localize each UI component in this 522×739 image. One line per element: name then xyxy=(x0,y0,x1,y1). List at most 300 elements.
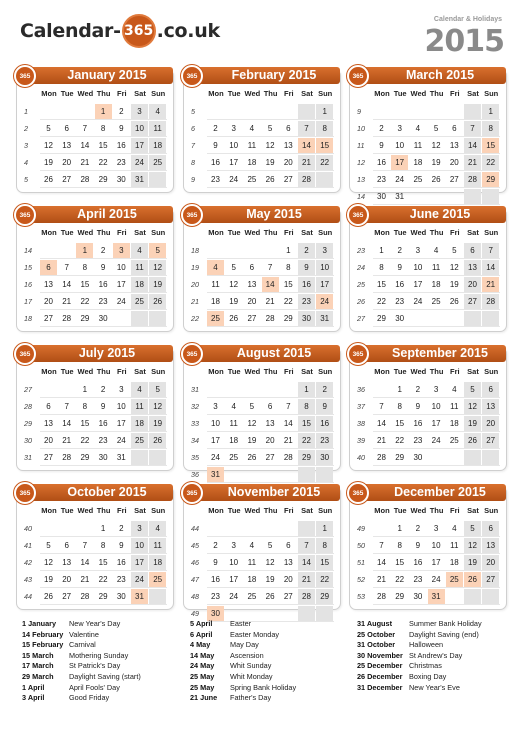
calendar-day[interactable]: 19 xyxy=(229,297,239,306)
calendar-day[interactable]: 10 xyxy=(116,263,126,272)
calendar-day[interactable]: 27 xyxy=(283,592,293,601)
calendar-day[interactable]: 29 xyxy=(98,175,108,184)
calendar-day[interactable]: 7 xyxy=(82,541,88,550)
calendar-day[interactable]: 1 xyxy=(76,243,93,258)
calendar-day[interactable]: 20 xyxy=(44,436,53,445)
calendar-day[interactable]: 2 xyxy=(298,243,315,258)
calendar-day[interactable]: 25 xyxy=(431,297,441,306)
calendar-day[interactable]: 8 xyxy=(100,541,106,550)
calendar-day[interactable]: 3 xyxy=(213,402,218,411)
calendar-day[interactable]: 3 xyxy=(231,541,236,550)
calendar-day[interactable]: 26 xyxy=(464,572,481,587)
calendar-day[interactable]: 27 xyxy=(44,453,53,462)
calendar-day[interactable]: 4 xyxy=(452,385,457,394)
calendar-day[interactable]: 13 xyxy=(44,280,53,289)
calendar-day[interactable]: 18 xyxy=(211,297,220,306)
calendar-day[interactable]: 10 xyxy=(229,558,239,567)
calendar-day[interactable]: 10 xyxy=(431,402,441,411)
calendar-day[interactable]: 2 xyxy=(397,246,402,255)
calendar-day[interactable]: 17 xyxy=(131,138,148,153)
calendar-day[interactable]: 28 xyxy=(377,592,386,601)
calendar-day[interactable]: 20 xyxy=(265,436,275,445)
calendar-day[interactable]: 9 xyxy=(415,541,421,550)
calendar-day[interactable]: 24 xyxy=(316,294,333,309)
calendar-day[interactable]: 18 xyxy=(229,436,239,445)
calendar-day[interactable]: 2 xyxy=(119,107,124,116)
calendar-day[interactable]: 20 xyxy=(464,277,481,292)
calendar-day[interactable]: 14 xyxy=(482,260,499,275)
calendar-day[interactable]: 16 xyxy=(211,575,220,584)
calendar-day[interactable]: 7 xyxy=(267,263,273,272)
calendar-day[interactable]: 27 xyxy=(265,453,275,462)
calendar-day[interactable]: 1 xyxy=(397,385,402,394)
calendar-day[interactable]: 31 xyxy=(131,589,148,604)
calendar-day[interactable]: 2 xyxy=(213,541,218,550)
calendar-day[interactable]: 11 xyxy=(211,280,220,289)
calendar-day[interactable]: 10 xyxy=(131,538,148,553)
calendar-day[interactable]: 9 xyxy=(213,141,218,150)
calendar-day[interactable]: 4 xyxy=(452,524,457,533)
calendar-day[interactable]: 10 xyxy=(229,141,239,150)
calendar-day[interactable]: 22 xyxy=(80,436,90,445)
calendar-day[interactable]: 13 xyxy=(482,399,499,414)
calendar-day[interactable]: 9 xyxy=(415,402,421,411)
calendar-day[interactable]: 12 xyxy=(265,141,275,150)
calendar-day[interactable]: 16 xyxy=(413,558,423,567)
calendar-day[interactable]: 23 xyxy=(98,297,108,306)
calendar-day[interactable]: 21 xyxy=(464,155,481,170)
calendar-day[interactable]: 4 xyxy=(433,246,439,255)
calendar-day[interactable]: 16 xyxy=(316,416,333,431)
calendar-day[interactable]: 1 xyxy=(95,104,112,119)
calendar-day[interactable]: 11 xyxy=(149,538,166,553)
calendar-day[interactable]: 3 xyxy=(131,521,148,536)
calendar-day[interactable]: 24 xyxy=(395,175,405,184)
calendar-day[interactable]: 14 xyxy=(298,555,315,570)
calendar-day[interactable]: 14 xyxy=(262,277,279,292)
calendar-day[interactable]: 3 xyxy=(113,243,130,258)
calendar-day[interactable]: 9 xyxy=(119,124,124,133)
calendar-day[interactable]: 6 xyxy=(46,402,51,411)
calendar-day[interactable]: 23 xyxy=(211,175,220,184)
calendar-day[interactable]: 9 xyxy=(379,141,384,150)
calendar-day[interactable]: 25 xyxy=(131,433,148,448)
calendar-day[interactable]: 27 xyxy=(482,433,499,448)
calendar-day[interactable]: 2 xyxy=(415,385,421,394)
calendar-day[interactable]: 17 xyxy=(211,436,220,445)
calendar-day[interactable]: 15 xyxy=(395,558,405,567)
calendar-day[interactable]: 5 xyxy=(249,402,255,411)
calendar-day[interactable]: 22 xyxy=(482,155,499,170)
calendar-day[interactable]: 24 xyxy=(229,592,239,601)
calendar-day[interactable]: 11 xyxy=(229,419,238,428)
calendar-day[interactable]: 29 xyxy=(80,453,90,462)
calendar-day[interactable]: 31 xyxy=(428,589,445,604)
calendar-day[interactable]: 13 xyxy=(283,558,293,567)
calendar-day[interactable]: 15 xyxy=(98,141,108,150)
calendar-day[interactable]: 31 xyxy=(116,453,126,462)
calendar-day[interactable]: 19 xyxy=(44,158,53,167)
calendar-day[interactable]: 25 xyxy=(446,572,463,587)
calendar-day[interactable]: 1 xyxy=(100,524,106,533)
calendar-day[interactable]: 22 xyxy=(316,572,333,587)
calendar-day[interactable]: 14 xyxy=(80,558,90,567)
calendar-day[interactable]: 7 xyxy=(298,538,315,553)
calendar-day[interactable]: 19 xyxy=(149,277,166,292)
calendar-day[interactable]: 6 xyxy=(482,521,499,536)
calendar-day[interactable]: 8 xyxy=(316,538,333,553)
calendar-day[interactable]: 26 xyxy=(149,294,166,309)
calendar-day[interactable]: 10 xyxy=(116,402,126,411)
calendar-day[interactable]: 6 xyxy=(64,124,69,133)
calendar-day[interactable]: 21 xyxy=(377,436,386,445)
calendar-day[interactable]: 10 xyxy=(431,541,441,550)
calendar-day[interactable]: 30 xyxy=(413,592,423,601)
calendar-day[interactable]: 16 xyxy=(116,141,126,150)
calendar-day[interactable]: 23 xyxy=(377,175,386,184)
calendar-day[interactable]: 25 xyxy=(149,155,166,170)
calendar-day[interactable]: 26 xyxy=(44,592,53,601)
calendar-day[interactable]: 2 xyxy=(119,524,124,533)
calendar-day[interactable]: 6 xyxy=(286,541,291,550)
calendar-day[interactable]: 20 xyxy=(482,416,499,431)
calendar-day[interactable]: 28 xyxy=(482,294,499,309)
calendar-day[interactable]: 28 xyxy=(298,589,315,604)
calendar-day[interactable]: 22 xyxy=(377,297,386,306)
calendar-day[interactable]: 10 xyxy=(211,419,220,428)
calendar-day[interactable]: 20 xyxy=(247,297,257,306)
calendar-day[interactable]: 14 xyxy=(298,138,315,153)
calendar-day[interactable]: 13 xyxy=(265,419,275,428)
calendar-day[interactable]: 3 xyxy=(433,385,439,394)
calendar-day[interactable]: 23 xyxy=(116,575,126,584)
calendar-day[interactable]: 22 xyxy=(395,436,405,445)
calendar-day[interactable]: 2 xyxy=(316,382,333,397)
calendar-day[interactable]: 25 xyxy=(229,453,239,462)
calendar-day[interactable]: 21 xyxy=(283,436,293,445)
calendar-day[interactable]: 9 xyxy=(397,263,402,272)
calendar-day[interactable]: 30 xyxy=(395,314,405,323)
calendar-day[interactable]: 30 xyxy=(377,192,386,201)
calendar-day[interactable]: 22 xyxy=(80,297,90,306)
calendar-day[interactable]: 5 xyxy=(464,521,481,536)
calendar-day[interactable]: 28 xyxy=(62,314,72,323)
calendar-day[interactable]: 18 xyxy=(149,138,166,153)
calendar-day[interactable]: 19 xyxy=(449,280,459,289)
calendar-day[interactable]: 12 xyxy=(44,141,53,150)
calendar-day[interactable]: 26 xyxy=(464,433,481,448)
calendar-day[interactable]: 3 xyxy=(316,243,333,258)
calendar-day[interactable]: 22 xyxy=(98,158,108,167)
calendar-day[interactable]: 4 xyxy=(149,104,166,119)
calendar-day[interactable]: 18 xyxy=(131,416,148,431)
calendar-day[interactable]: 17 xyxy=(413,280,423,289)
calendar-day[interactable]: 3 xyxy=(119,385,124,394)
calendar-day[interactable]: 12 xyxy=(229,280,239,289)
calendar-day[interactable]: 1 xyxy=(286,246,291,255)
calendar-day[interactable]: 7 xyxy=(379,541,384,550)
calendar-day[interactable]: 13 xyxy=(44,419,53,428)
calendar-day[interactable]: 17 xyxy=(116,419,126,428)
calendar-day[interactable]: 23 xyxy=(298,294,315,309)
calendar-day[interactable]: 15 xyxy=(482,138,499,153)
calendar-day[interactable]: 8 xyxy=(482,121,499,136)
calendar-day[interactable]: 12 xyxy=(464,538,481,553)
calendar-day[interactable]: 17 xyxy=(229,158,239,167)
calendar-day[interactable]: 4 xyxy=(415,124,421,133)
calendar-day[interactable]: 18 xyxy=(449,558,459,567)
calendar-day[interactable]: 17 xyxy=(431,419,441,428)
calendar-day[interactable]: 27 xyxy=(482,572,499,587)
calendar-day[interactable]: 5 xyxy=(452,246,457,255)
calendar-day[interactable]: 1 xyxy=(379,246,384,255)
calendar-day[interactable]: 15 xyxy=(80,280,90,289)
calendar-day[interactable]: 6 xyxy=(64,541,69,550)
calendar-day[interactable]: 16 xyxy=(377,158,386,167)
calendar-day[interactable]: 21 xyxy=(62,436,72,445)
calendar-day[interactable]: 2 xyxy=(415,524,421,533)
calendar-day[interactable]: 24 xyxy=(229,175,239,184)
calendar-day[interactable]: 25 xyxy=(207,311,224,326)
calendar-day[interactable]: 18 xyxy=(247,158,257,167)
calendar-day[interactable]: 5 xyxy=(267,541,273,550)
calendar-day[interactable]: 30 xyxy=(298,311,315,326)
calendar-day[interactable]: 28 xyxy=(464,172,481,187)
calendar-day[interactable]: 8 xyxy=(316,121,333,136)
calendar-day[interactable]: 4 xyxy=(207,260,224,275)
calendar-day[interactable]: 7 xyxy=(64,263,69,272)
calendar-day[interactable]: 5 xyxy=(46,541,51,550)
calendar-day[interactable]: 20 xyxy=(283,575,293,584)
calendar-day[interactable]: 20 xyxy=(482,555,499,570)
calendar-day[interactable]: 14 xyxy=(80,141,90,150)
calendar-day[interactable]: 20 xyxy=(44,297,53,306)
calendar-day[interactable]: 30 xyxy=(98,314,108,323)
calendar-day[interactable]: 12 xyxy=(265,558,275,567)
calendar-day[interactable]: 25 xyxy=(449,436,459,445)
calendar-day[interactable]: 29 xyxy=(283,314,293,323)
calendar-day[interactable]: 21 xyxy=(482,277,499,292)
calendar-day[interactable]: 6 xyxy=(452,124,457,133)
calendar-day[interactable]: 5 xyxy=(231,263,236,272)
calendar-day[interactable]: 27 xyxy=(247,314,257,323)
calendar-day[interactable]: 1 xyxy=(397,524,402,533)
calendar-day[interactable]: 15 xyxy=(98,558,108,567)
calendar-day[interactable]: 7 xyxy=(82,124,88,133)
calendar-day[interactable]: 28 xyxy=(377,453,386,462)
calendar-day[interactable]: 8 xyxy=(397,541,402,550)
calendar-day[interactable]: 25 xyxy=(149,572,166,587)
calendar-day[interactable]: 21 xyxy=(377,575,386,584)
calendar-day[interactable]: 25 xyxy=(413,175,423,184)
calendar-day[interactable]: 11 xyxy=(431,263,441,272)
calendar-day[interactable]: 27 xyxy=(44,314,53,323)
calendar-day[interactable]: 1 xyxy=(316,104,333,119)
calendar-day[interactable]: 15 xyxy=(283,280,293,289)
calendar-day[interactable]: 23 xyxy=(395,297,405,306)
calendar-day[interactable]: 23 xyxy=(211,592,220,601)
calendar-day[interactable]: 26 xyxy=(431,175,441,184)
calendar-day[interactable]: 25 xyxy=(131,294,148,309)
calendar-day[interactable]: 16 xyxy=(298,277,315,292)
calendar-day[interactable]: 26 xyxy=(265,592,275,601)
calendar-day[interactable]: 23 xyxy=(413,436,423,445)
calendar-day[interactable]: 4 xyxy=(131,243,148,258)
calendar-day[interactable]: 24 xyxy=(431,575,441,584)
calendar-day[interactable]: 10 xyxy=(316,260,333,275)
calendar-day[interactable]: 19 xyxy=(464,555,481,570)
calendar-day[interactable]: 6 xyxy=(464,243,481,258)
calendar-day[interactable]: 13 xyxy=(62,558,72,567)
calendar-day[interactable]: 12 xyxy=(247,419,257,428)
calendar-day[interactable]: 1 xyxy=(82,385,88,394)
calendar-day[interactable]: 12 xyxy=(44,558,53,567)
calendar-day[interactable]: 13 xyxy=(247,280,257,289)
calendar-day[interactable]: 11 xyxy=(247,141,257,150)
calendar-day[interactable]: 29 xyxy=(482,172,499,187)
calendar-day[interactable]: 24 xyxy=(431,436,441,445)
calendar-day[interactable]: 27 xyxy=(464,294,481,309)
calendar-day[interactable]: 29 xyxy=(395,453,405,462)
calendar-day[interactable]: 30 xyxy=(316,450,333,465)
calendar-day[interactable]: 16 xyxy=(413,419,423,428)
calendar-day[interactable]: 25 xyxy=(247,175,257,184)
calendar-day[interactable]: 26 xyxy=(265,175,275,184)
calendar-day[interactable]: 3 xyxy=(415,246,421,255)
calendar-day[interactable]: 17 xyxy=(116,280,126,289)
calendar-day[interactable]: 12 xyxy=(464,399,481,414)
calendar-day[interactable]: 30 xyxy=(207,606,224,621)
calendar-day[interactable]: 1 xyxy=(482,104,499,119)
calendar-day[interactable]: 21 xyxy=(80,158,90,167)
calendar-day[interactable]: 8 xyxy=(100,124,106,133)
calendar-day[interactable]: 26 xyxy=(449,297,459,306)
calendar-day[interactable]: 6 xyxy=(249,263,255,272)
calendar-day[interactable]: 29 xyxy=(80,314,90,323)
calendar-day[interactable]: 29 xyxy=(395,592,405,601)
calendar-day[interactable]: 12 xyxy=(149,399,166,414)
calendar-day[interactable]: 1 xyxy=(316,521,333,536)
calendar-day[interactable]: 3 xyxy=(433,524,439,533)
calendar-day[interactable]: 4 xyxy=(249,124,255,133)
calendar-day[interactable]: 10 xyxy=(395,141,405,150)
calendar-day[interactable]: 24 xyxy=(413,297,423,306)
calendar-day[interactable]: 8 xyxy=(397,402,402,411)
calendar-day[interactable]: 13 xyxy=(283,141,293,150)
calendar-day[interactable]: 18 xyxy=(431,280,441,289)
calendar-day[interactable]: 29 xyxy=(298,450,315,465)
calendar-day[interactable]: 19 xyxy=(265,575,275,584)
calendar-day[interactable]: 5 xyxy=(149,382,166,397)
calendar-day[interactable]: 8 xyxy=(82,263,88,272)
calendar-day[interactable]: 30 xyxy=(98,453,108,462)
calendar-day[interactable]: 16 xyxy=(98,280,108,289)
calendar-day[interactable]: 8 xyxy=(286,263,291,272)
calendar-day[interactable]: 10 xyxy=(131,121,148,136)
calendar-day[interactable]: 17 xyxy=(431,558,441,567)
calendar-day[interactable]: 22 xyxy=(283,297,293,306)
calendar-day[interactable]: 31 xyxy=(395,192,405,201)
calendar-day[interactable]: 18 xyxy=(449,419,459,428)
calendar-day[interactable]: 16 xyxy=(98,419,108,428)
calendar-day[interactable]: 8 xyxy=(298,399,315,414)
calendar-day[interactable]: 9 xyxy=(213,558,218,567)
calendar-day[interactable]: 31 xyxy=(207,467,224,482)
calendar-day[interactable]: 21 xyxy=(265,297,275,306)
calendar-day[interactable]: 9 xyxy=(298,260,315,275)
calendar-day[interactable]: 19 xyxy=(247,436,257,445)
calendar-day[interactable]: 2 xyxy=(100,246,106,255)
calendar-day[interactable]: 26 xyxy=(247,453,257,462)
calendar-day[interactable]: 14 xyxy=(377,419,386,428)
calendar-day[interactable]: 22 xyxy=(98,575,108,584)
calendar-day[interactable]: 4 xyxy=(231,402,236,411)
calendar-day[interactable]: 20 xyxy=(62,158,72,167)
calendar-day[interactable]: 3 xyxy=(397,124,402,133)
calendar-day[interactable]: 4 xyxy=(131,382,148,397)
calendar-day[interactable]: 29 xyxy=(377,314,386,323)
calendar-day[interactable]: 19 xyxy=(265,158,275,167)
calendar-day[interactable]: 8 xyxy=(379,263,384,272)
calendar-day[interactable]: 28 xyxy=(298,172,315,187)
calendar-day[interactable]: 31 xyxy=(316,311,333,326)
calendar-day[interactable]: 23 xyxy=(316,433,333,448)
calendar-day[interactable]: 28 xyxy=(80,592,90,601)
site-logo[interactable] xyxy=(20,14,220,48)
calendar-day[interactable]: 30 xyxy=(116,592,126,601)
calendar-day[interactable]: 11 xyxy=(450,541,459,550)
calendar-day[interactable]: 7 xyxy=(298,121,315,136)
calendar-day[interactable]: 21 xyxy=(298,155,315,170)
calendar-day[interactable]: 30 xyxy=(413,453,423,462)
calendar-day[interactable]: 2 xyxy=(379,124,384,133)
calendar-day[interactable]: 11 xyxy=(450,402,459,411)
calendar-day[interactable]: 1 xyxy=(298,382,315,397)
calendar-day[interactable]: 23 xyxy=(98,436,108,445)
calendar-day[interactable]: 11 xyxy=(131,399,148,414)
calendar-day[interactable]: 15 xyxy=(316,138,333,153)
calendar-day[interactable]: 16 xyxy=(116,558,126,567)
calendar-day[interactable]: 24 xyxy=(116,436,126,445)
calendar-day[interactable]: 17 xyxy=(131,555,148,570)
calendar-day[interactable]: 28 xyxy=(265,314,275,323)
calendar-day[interactable]: 14 xyxy=(464,138,481,153)
calendar-day[interactable]: 31 xyxy=(131,172,148,187)
calendar-day[interactable]: 3 xyxy=(231,124,236,133)
calendar-day[interactable]: 3 xyxy=(131,104,148,119)
calendar-day[interactable]: 19 xyxy=(464,416,481,431)
calendar-day[interactable]: 27 xyxy=(283,175,293,184)
calendar-day[interactable]: 15 xyxy=(316,555,333,570)
calendar-day[interactable]: 18 xyxy=(131,277,148,292)
calendar-day[interactable]: 12 xyxy=(149,260,166,275)
calendar-day[interactable]: 20 xyxy=(62,575,72,584)
calendar-day[interactable]: 7 xyxy=(482,243,499,258)
calendar-day[interactable]: 13 xyxy=(464,260,481,275)
calendar-day[interactable]: 18 xyxy=(247,575,257,584)
calendar-day[interactable]: 16 xyxy=(211,158,220,167)
calendar-day[interactable]: 2 xyxy=(100,385,106,394)
calendar-day[interactable]: 27 xyxy=(62,592,72,601)
calendar-day[interactable]: 12 xyxy=(449,263,459,272)
calendar-day[interactable]: 5 xyxy=(149,243,166,258)
calendar-day[interactable]: 24 xyxy=(131,155,148,170)
calendar-day[interactable]: 5 xyxy=(464,382,481,397)
calendar-day[interactable]: 24 xyxy=(131,572,148,587)
calendar-day[interactable]: 19 xyxy=(149,416,166,431)
calendar-day[interactable]: 27 xyxy=(62,175,72,184)
calendar-day[interactable]: 4 xyxy=(249,541,255,550)
